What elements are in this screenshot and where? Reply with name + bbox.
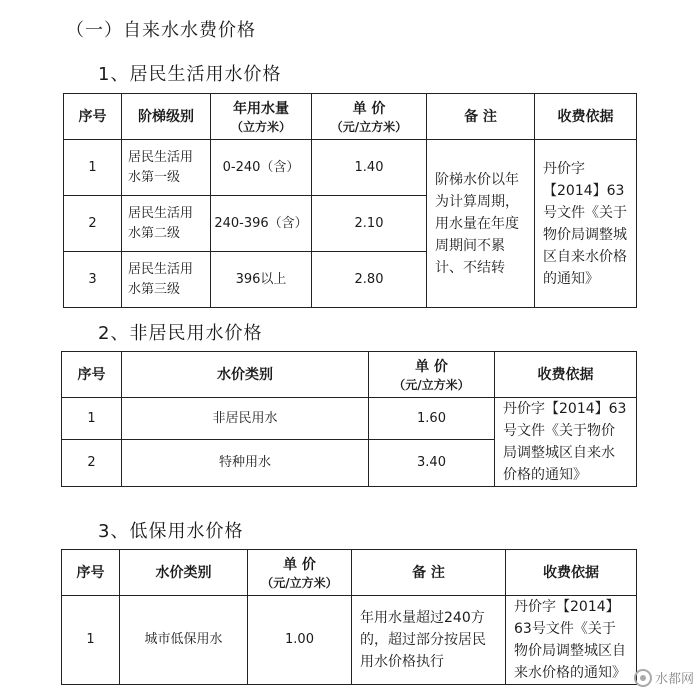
cell-seq: 1 xyxy=(62,596,120,685)
header-note: 备 注 xyxy=(427,94,535,140)
table-row xyxy=(62,398,637,440)
header-seq: 序号 xyxy=(62,352,122,398)
page-title: （一）自来水水费价格 xyxy=(66,20,256,41)
low-income-price-table xyxy=(61,549,637,685)
section3-title: 3、低保用水价格 xyxy=(98,521,244,542)
watermark xyxy=(634,668,694,687)
header-volume: 年用水量 （立方米） xyxy=(211,94,312,140)
cell-type: 特种用水 xyxy=(122,440,369,487)
cell-type: 非居民用水 xyxy=(122,398,369,440)
header-price: 单 价 （元/立方米） xyxy=(248,550,352,596)
cell-volume: 0-240（含） xyxy=(211,140,312,196)
cell-seq: 1 xyxy=(62,398,122,440)
header-basis: 收费依据 xyxy=(495,352,637,398)
table-header-row xyxy=(62,550,637,596)
header-basis: 收费依据 xyxy=(506,550,637,596)
cell-seq: 3 xyxy=(64,252,122,308)
non-residential-price-table xyxy=(61,351,637,487)
cell-note: 年用水量超过240方的，超过部分按居民用水价格执行 xyxy=(352,596,506,685)
cell-price: 3.40 xyxy=(369,440,495,487)
table-header-row xyxy=(64,94,637,140)
header-note: 备 注 xyxy=(352,550,506,596)
cell-seq: 2 xyxy=(64,196,122,252)
cell-seq: 2 xyxy=(62,440,122,487)
header-type: 水价类别 xyxy=(120,550,248,596)
cell-volume: 396以上 xyxy=(211,252,312,308)
cell-price: 1.00 xyxy=(248,596,352,685)
cell-note: 阶梯水价以年为计算周期，用水量在年度周期间不累计、不结转 xyxy=(427,140,535,308)
cell-tier: 居民生活用水第一级 xyxy=(122,140,211,196)
cell-price: 1.40 xyxy=(312,140,427,196)
cell-basis: 丹价字【2014】63号文件《关于物价局调整城区自来水价格的通知》 xyxy=(506,596,637,685)
cell-volume: 240-396（含） xyxy=(211,196,312,252)
cell-tier: 居民生活用水第三级 xyxy=(122,252,211,308)
header-seq: 序号 xyxy=(62,550,120,596)
header-seq: 序号 xyxy=(64,94,122,140)
header-basis: 收费依据 xyxy=(535,94,637,140)
cell-type: 城市低保用水 xyxy=(120,596,248,685)
cell-basis: 丹价字【2014】63号文件《关于物价局调整城区自来水价格的通知》 xyxy=(535,140,637,308)
table-row xyxy=(64,140,637,196)
header-price: 单 价 （元/立方米） xyxy=(312,94,427,140)
cell-price: 2.10 xyxy=(312,196,427,252)
header-tier: 阶梯级别 xyxy=(122,94,211,140)
cell-price: 1.60 xyxy=(369,398,495,440)
watermark-logo-icon xyxy=(634,669,652,687)
section2-title: 2、非居民用水价格 xyxy=(98,323,263,344)
cell-seq: 1 xyxy=(64,140,122,196)
table-header-row xyxy=(62,352,637,398)
residential-price-table xyxy=(63,93,637,308)
cell-basis: 丹价字【2014】63号文件《关于物价局调整城区自来水价格的通知》 xyxy=(495,398,637,487)
cell-tier: 居民生活用水第二级 xyxy=(122,196,211,252)
header-price: 单 价 （元/立方米） xyxy=(369,352,495,398)
cell-price: 2.80 xyxy=(312,252,427,308)
section1-title: 1、居民生活用水价格 xyxy=(98,64,282,85)
header-type: 水价类别 xyxy=(122,352,369,398)
table-row xyxy=(62,596,637,685)
watermark-text: 水都网 xyxy=(654,672,694,687)
